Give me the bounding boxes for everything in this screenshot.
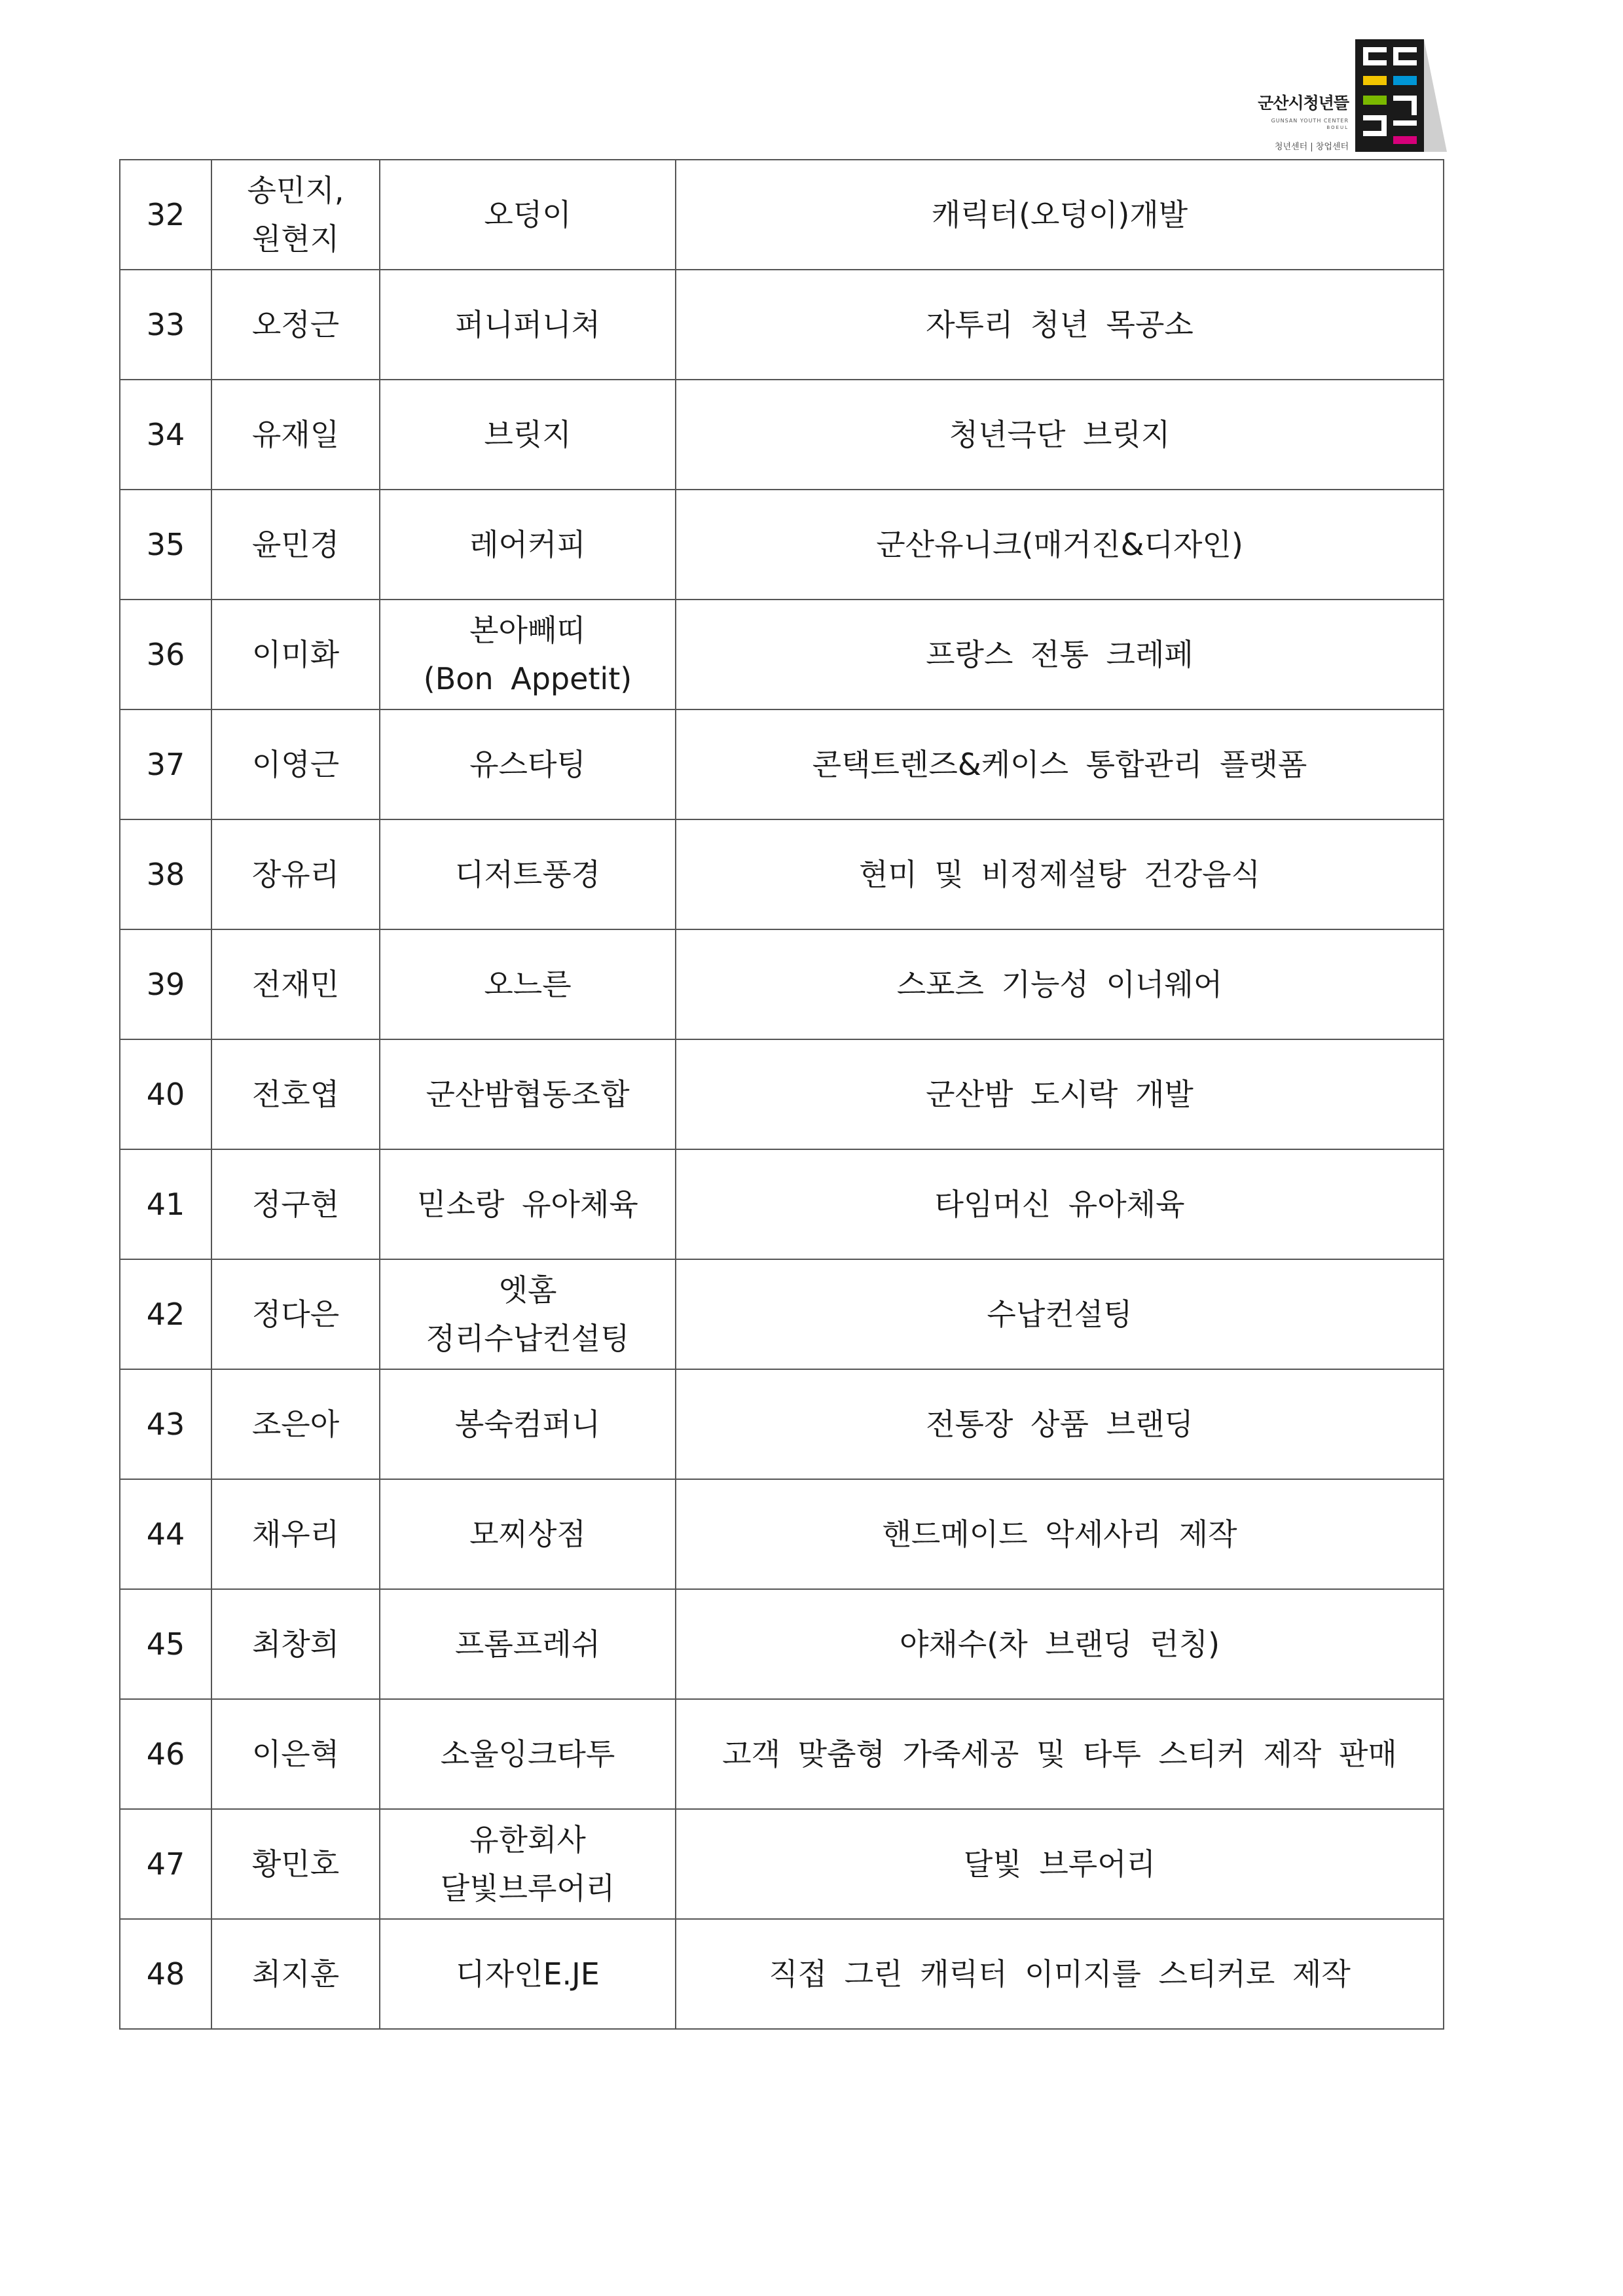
table-row bbox=[120, 600, 1444, 709]
row-number: 43 bbox=[120, 1369, 211, 1479]
team-name-line: 달빛브루어리 bbox=[440, 1871, 615, 1906]
representative-name bbox=[211, 1919, 380, 2029]
row-number: 42 bbox=[120, 1259, 211, 1369]
table-row bbox=[120, 1589, 1444, 1699]
representative-name-line: 채우리 bbox=[251, 1516, 340, 1552]
representative-name bbox=[211, 380, 380, 490]
row-number: 34 bbox=[120, 380, 211, 490]
table-row bbox=[120, 929, 1444, 1039]
logo-mark-blue bbox=[1393, 76, 1417, 85]
team-name bbox=[380, 709, 676, 819]
business-item: 스포츠 기능성 이너웨어 bbox=[676, 929, 1444, 1039]
business-item: 군산유니크(매거진&디자인) bbox=[676, 490, 1444, 600]
table-row bbox=[120, 1039, 1444, 1149]
table-row bbox=[120, 1149, 1444, 1259]
team-name-line: (Bon Appetit) bbox=[423, 661, 632, 696]
representative-name bbox=[211, 1589, 380, 1699]
logo-title: 군산시청년뜰 bbox=[1258, 94, 1349, 113]
team-name-line: 오느른 bbox=[484, 967, 572, 1002]
representative-name-line: 정구현 bbox=[251, 1187, 340, 1222]
row-number: 35 bbox=[120, 490, 211, 600]
team-name-line: 유스타팅 bbox=[469, 747, 586, 782]
representative-name-line: 장유리 bbox=[251, 857, 340, 892]
team-name-line: 디자인E.JE bbox=[456, 1956, 600, 1992]
representative-name-line: 원현지 bbox=[251, 221, 340, 257]
logo-mark-shadow bbox=[1424, 39, 1447, 152]
team-name-line: 유한회사 bbox=[469, 1822, 586, 1857]
business-item: 자투리 청년 목공소 bbox=[676, 270, 1444, 380]
row-number: 37 bbox=[120, 709, 211, 819]
team-name bbox=[380, 1919, 676, 2029]
logo-mark-icon bbox=[1355, 39, 1447, 157]
representative-name bbox=[211, 929, 380, 1039]
team-name bbox=[380, 600, 676, 709]
representative-name bbox=[211, 270, 380, 380]
table-row bbox=[120, 1699, 1444, 1809]
team-name bbox=[380, 1809, 676, 1919]
team-name-line: 모찌상점 bbox=[469, 1516, 586, 1552]
organization-logo bbox=[1231, 39, 1447, 157]
logo-mark-magenta bbox=[1393, 136, 1417, 144]
table-row bbox=[120, 819, 1444, 929]
row-number: 39 bbox=[120, 929, 211, 1039]
team-name bbox=[380, 160, 676, 270]
table-row bbox=[120, 709, 1444, 819]
row-number: 44 bbox=[120, 1479, 211, 1589]
logo-footer: 청년센터 | 창업센터 bbox=[1274, 142, 1349, 152]
row-number: 33 bbox=[120, 270, 211, 380]
team-name-line: 퍼니퍼니쳐 bbox=[454, 307, 601, 342]
representative-name bbox=[211, 709, 380, 819]
team-name bbox=[380, 1479, 676, 1589]
table-row bbox=[120, 1259, 1444, 1369]
team-name bbox=[380, 1259, 676, 1369]
table-row bbox=[120, 270, 1444, 380]
table-row bbox=[120, 160, 1444, 270]
business-item: 프랑스 전통 크레페 bbox=[676, 600, 1444, 709]
representative-name-line: 이미화 bbox=[251, 637, 340, 672]
team-name-line: 정리수납컨설팅 bbox=[426, 1321, 630, 1356]
team-name-line: 소울잉크타투 bbox=[440, 1736, 615, 1772]
business-item: 콘택트렌즈&케이스 통합관리 플랫폼 bbox=[676, 709, 1444, 819]
team-name bbox=[380, 929, 676, 1039]
logo-subtitle: GUNSAN YOUTH CENTER bbox=[1271, 118, 1349, 124]
row-number: 46 bbox=[120, 1699, 211, 1809]
business-item: 고객 맞춤형 가죽세공 및 타투 스티커 제작 판매 bbox=[676, 1699, 1444, 1809]
row-number: 38 bbox=[120, 819, 211, 929]
representative-name-line: 이은혁 bbox=[251, 1736, 340, 1772]
row-number: 48 bbox=[120, 1919, 211, 2029]
team-name-line: 믿소랑 유아체육 bbox=[417, 1187, 638, 1222]
representative-name bbox=[211, 490, 380, 600]
business-item: 군산밤 도시락 개발 bbox=[676, 1039, 1444, 1149]
team-name-line: 오덩이 bbox=[484, 197, 572, 232]
team-name bbox=[380, 270, 676, 380]
table-row bbox=[120, 1369, 1444, 1479]
team-name bbox=[380, 1039, 676, 1149]
business-item: 직접 그린 캐릭터 이미지를 스티커로 제작 bbox=[676, 1919, 1444, 2029]
team-name-line: 본아빼띠 bbox=[469, 613, 586, 648]
representative-name bbox=[211, 1259, 380, 1369]
table-row bbox=[120, 1479, 1444, 1589]
representative-name bbox=[211, 160, 380, 270]
row-number: 47 bbox=[120, 1809, 211, 1919]
row-number: 45 bbox=[120, 1589, 211, 1699]
team-name-line: 레어커피 bbox=[469, 527, 586, 562]
team-name bbox=[380, 490, 676, 600]
team-name bbox=[380, 1699, 676, 1809]
representative-name-line: 전호엽 bbox=[251, 1077, 340, 1112]
table-row bbox=[120, 490, 1444, 600]
logo-mark-green bbox=[1363, 96, 1387, 105]
representative-name bbox=[211, 1369, 380, 1479]
team-name bbox=[380, 1369, 676, 1479]
table-row bbox=[120, 1809, 1444, 1919]
startup-team-table bbox=[119, 159, 1444, 2030]
representative-name bbox=[211, 1809, 380, 1919]
representative-name-line: 최창희 bbox=[251, 1626, 340, 1662]
business-item: 야채수(차 브랜딩 런칭) bbox=[676, 1589, 1444, 1699]
row-number: 41 bbox=[120, 1149, 211, 1259]
team-name-line: 엣홈 bbox=[498, 1272, 557, 1308]
logo-mark-yellow bbox=[1363, 76, 1387, 85]
representative-name-line: 전재민 bbox=[251, 967, 340, 1002]
representative-name-line: 오정근 bbox=[251, 307, 340, 342]
representative-name bbox=[211, 1149, 380, 1259]
representative-name-line: 송민지, bbox=[247, 173, 344, 208]
representative-name-line: 황민호 bbox=[251, 1846, 340, 1882]
table-row bbox=[120, 1919, 1444, 2029]
business-item: 핸드메이드 악세사리 제작 bbox=[676, 1479, 1444, 1589]
row-number: 40 bbox=[120, 1039, 211, 1149]
representative-name bbox=[211, 600, 380, 709]
row-number: 36 bbox=[120, 600, 211, 709]
business-item: 수납컨설팅 bbox=[676, 1259, 1444, 1369]
representative-name-line: 조은아 bbox=[251, 1407, 340, 1442]
team-name-line: 군산밤협동조합 bbox=[426, 1077, 630, 1112]
table-row bbox=[120, 380, 1444, 490]
business-item: 캐릭터(오덩이)개발 bbox=[676, 160, 1444, 270]
team-name bbox=[380, 1149, 676, 1259]
team-name-line: 프롬프레쉬 bbox=[454, 1626, 601, 1662]
logo-text bbox=[1224, 90, 1349, 152]
team-name-line: 봉숙컴퍼니 bbox=[454, 1407, 601, 1442]
team-name bbox=[380, 380, 676, 490]
representative-name bbox=[211, 1039, 380, 1149]
representative-name-line: 유재일 bbox=[251, 417, 340, 452]
business-item: 타임머신 유아체육 bbox=[676, 1149, 1444, 1259]
representative-name-line: 정다은 bbox=[251, 1297, 340, 1332]
representative-name bbox=[211, 1479, 380, 1589]
representative-name bbox=[211, 1699, 380, 1809]
business-item: 달빛 브루어리 bbox=[676, 1809, 1444, 1919]
table-body bbox=[120, 160, 1444, 2029]
row-number: 32 bbox=[120, 160, 211, 270]
logo-subtitle-2: BOEUL bbox=[1326, 125, 1349, 130]
team-name-line: 브릿지 bbox=[484, 417, 572, 452]
team-name bbox=[380, 1589, 676, 1699]
representative-name-line: 이영근 bbox=[251, 747, 340, 782]
representative-name-line: 윤민경 bbox=[251, 527, 340, 562]
team-name-line: 디저트풍경 bbox=[454, 857, 601, 892]
representative-name-line: 최지훈 bbox=[251, 1956, 340, 1992]
team-name bbox=[380, 819, 676, 929]
representative-name bbox=[211, 819, 380, 929]
business-item: 청년극단 브릿지 bbox=[676, 380, 1444, 490]
business-item: 현미 및 비정제설탕 건강음식 bbox=[676, 819, 1444, 929]
business-item: 전통장 상품 브랜딩 bbox=[676, 1369, 1444, 1479]
